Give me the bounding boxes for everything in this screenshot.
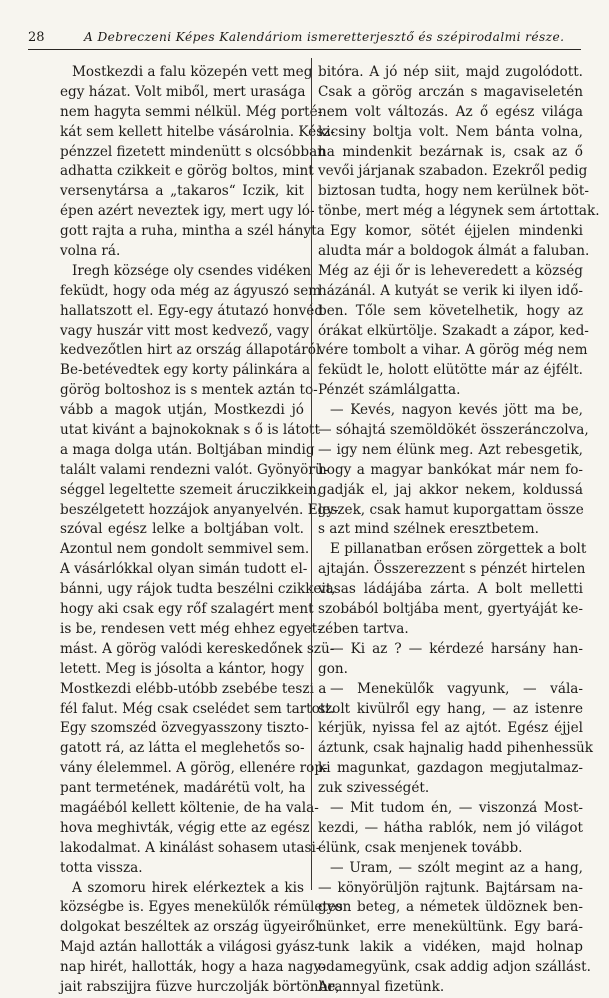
page-header [28,30,580,48]
text-line: egy házat. Volt miből, mert urasága [60,83,306,100]
text-line: versenytársa a „takaros“ Iczik, kit [60,183,304,200]
text-line: Arannyal fizetünk. [318,978,445,995]
text-line: Mostkezdi elébb-utóbb zsebébe teszi a [60,680,327,697]
text-line: szobából boltjába ment, gyertyáját ke- [318,601,583,618]
text-line: házánál. A kutyát se verik ki ilyen idő- [318,282,583,299]
text-line: zében tartva. [318,620,409,637]
text-line: Csak a görög arczán s magaviseletén [318,83,583,100]
text-line: élünk, csak menjenek tovább. [318,839,523,856]
text-line: ajtaján. Összerezzent s pénzét hirtelen [318,561,586,578]
text-line: hogy aki csak egy rőf szalagért ment [60,601,314,618]
text-line: ha mindenkit bezárnak is, csak az ő [318,143,583,160]
text-line: magáéból kellett költenie, de ha vala- [60,799,319,816]
text-line: A vásárlókkal olyan simán tudott el- [60,561,308,578]
text-line: vasas ládájába zárta. A bolt melletti [318,581,583,598]
text-line: — Ki az ? — kérdezé harsány han- [330,640,583,657]
text-line: E pillanatban erősen zörgettek a bolt [330,541,587,558]
text-line: aludta már a boldogok álmát a faluban. [318,243,590,260]
running-title: A Debreczeni Képes Kalendáriom ismeretterjesztő és szépirodalmi része. [84,30,565,44]
text-line: tunk lakik a vidéken, majd holnap [318,939,583,956]
text-line: nap hirét, hallották, hogy a haza nagy- [60,959,326,976]
text-line: Egy szomszéd özvegyasszony tiszto- [60,720,309,737]
text-line: gadják el, jaj akkor nekem, koldussá [318,481,583,498]
text-line: — Uram, — szólt megint az a hang, [330,859,583,876]
text-line: pénzzel fizetett mindenütt s olcsóbban [60,143,326,160]
text-line: fél falut. Még csak cselédet sem tartott. [60,700,336,717]
text-line: nem volt változás. Az ő egész világa [318,103,583,120]
text-line: gyon beteg, a németek üldöznek ben- [318,899,583,916]
text-line: Majd aztán hallották a világosi gyász- [60,939,320,956]
text-line: kicsiny boltja volt. Nem bánta volna, [318,123,583,140]
text-line: Még az éji őr is leheveredett a község [318,262,583,279]
text-line: vább a magok utján, Mostkezdi jó [60,402,304,419]
text-line: s azt mind szélnek eresztbetem. [318,521,539,538]
text-line: — igy nem élünk meg. Azt rebesgetik, [318,441,583,458]
text-line: ben. Tőle sem követelhetik, hogy az [318,302,583,319]
text-line: órákat elkürtölje. Szakadt a zápor, ked- [318,322,589,339]
text-line: gon. [318,660,348,677]
text-line: gott rajta a ruha, mintha a szél hányta [60,223,325,240]
text-line: kezdi, — hátha rablók, nem jó világot [318,819,583,836]
text-line: lakodalmat. A kinálást sohasem utasi- [60,839,321,856]
page-number: 28 [28,30,45,45]
text-line: dolgokat beszéltek az ország ügyeiről. [60,919,325,936]
text-line: biztosan tudta, hogy nem kerülnek böt- [318,183,589,200]
text-line: — könyörüljön rajtunk. Bajtársam na- [318,879,583,896]
text-line: odamegyünk, csak addig adjon szállást. [318,959,591,976]
text-line: volna rá. [60,243,121,260]
text-line: kát sem kellett hitelbe vásárolnia. Kész- [60,123,335,140]
text-line: nünket, erre menekültünk. Egy bará- [318,919,583,936]
text-line: adhatta czikkeit e görög boltos, mint [60,163,314,180]
text-line: hova meghivták, végig ette az egész [60,819,310,836]
text-line: séggel legeltette szemeit áruczikkein, [60,481,322,498]
text-line: kérjük, nyissa fel az ajtót. Egész éjjel [318,720,583,737]
text-line: görög boltoshoz is s mentek aztán to- [60,382,318,399]
text-line: — Kevés, nagyon kevés jött ma be, [330,402,583,419]
text-line: Mostkezdi a falu közepén vett meg [72,64,313,80]
text-line: Iregh községe oly csendes vidéken [72,262,312,279]
text-line: szolt kivülről egy hang, — az istenre [318,700,583,717]
text-line: bitóra. A jó nép siit, majd zugolódott. [318,64,583,80]
text-line: hallatszott el. Egy-egy átutazó honvéd [60,302,324,319]
text-line: szóval egész lelke a boltjában volt. [60,521,304,538]
text-line: — Menekülők vagyunk, — vála- [330,680,583,697]
text-line: nem hagyta semmi nélkül. Még porté- [60,103,323,120]
text-line: pant termetének, madárétü volt, ha [60,780,306,797]
text-line: utat kivánt a bajnokoknak s ő is látott [60,422,320,439]
text-line: hogy a magyar bankókat már nem fo- [318,461,583,478]
text-line: vagy huszár vitt most kedvező, vagy [60,322,310,339]
text-line: épen azért neveztek igy, mert ugy ló- [60,203,315,220]
right-column [318,63,600,998]
text-line: mást. A görög valódi kereskedőnek szü- [60,640,335,657]
text-line: — Mit tudom én, — viszonzá Most- [330,799,583,816]
text-line: zuk szivességét. [318,780,430,797]
text-line: talált valami rendezni valót. Gyönyörü- [60,461,329,478]
text-line: leszek, csak hamut kuporgattam össze [318,501,584,518]
text-line: is be, rendesen vett még ehhez egyet- [60,620,322,637]
text-line: gatott rá, az látta el meglehetős so- [60,740,305,757]
text-line: feküdt, hogy oda még az ágyuszó sem [60,282,322,299]
text-line: beszélgetett hozzájok anyanyelvén. Egy- [60,501,339,518]
text-line: A szomoru hirek elérkeztek a kis [72,879,304,896]
text-line: Be-betévedtek egy korty pálinkára a [60,362,311,379]
text-line: vére tombolt a vihar. A görög még nem [318,342,588,359]
text-line: tönbe, mert még a légynek sem ártottak. [318,203,600,220]
text-line: áztunk, csak hajnalig hadd pihenhessük [318,740,593,757]
text-line: vány élelemmel. A görög, ellenére rop- [60,760,328,777]
text-line: vevői járjanak szabadon. Ezekről pedig [318,163,588,180]
text-line: bánni, ugy rájok tudta beszélni czikkeit, [60,581,336,598]
text-line: letett. Meg is jósolta a kántor, hogy [60,660,305,677]
text-line: kedvezőtlen hirt az ország állapotáról. [60,342,325,359]
text-line: ki magunkat, gazdagon megjutalmaz- [318,760,583,777]
text-line: a maga dolga után. Boltjában mindig [60,441,315,458]
text-line: Egy komor, sötét éjjelen mindenki [330,223,583,240]
text-line: feküdt le, holott elütötte már az éjfélt. [318,362,583,379]
text-line: jait rabszijjra füzve hurczolják börtönbe, [60,978,340,995]
text-line: totta vissza. [60,859,143,876]
left-column [60,63,343,998]
text-line: — sóhajtá szemöldökét összeránczolva, [318,422,589,439]
text-line: Azontul nem gondolt semmivel sem. [60,541,310,558]
column-divider [311,58,312,890]
text-line: Pénzét számlálgatta. [318,382,461,399]
header-rule [28,49,581,50]
text-line: községbe is. Egyes menekülők rémületes [60,899,343,916]
